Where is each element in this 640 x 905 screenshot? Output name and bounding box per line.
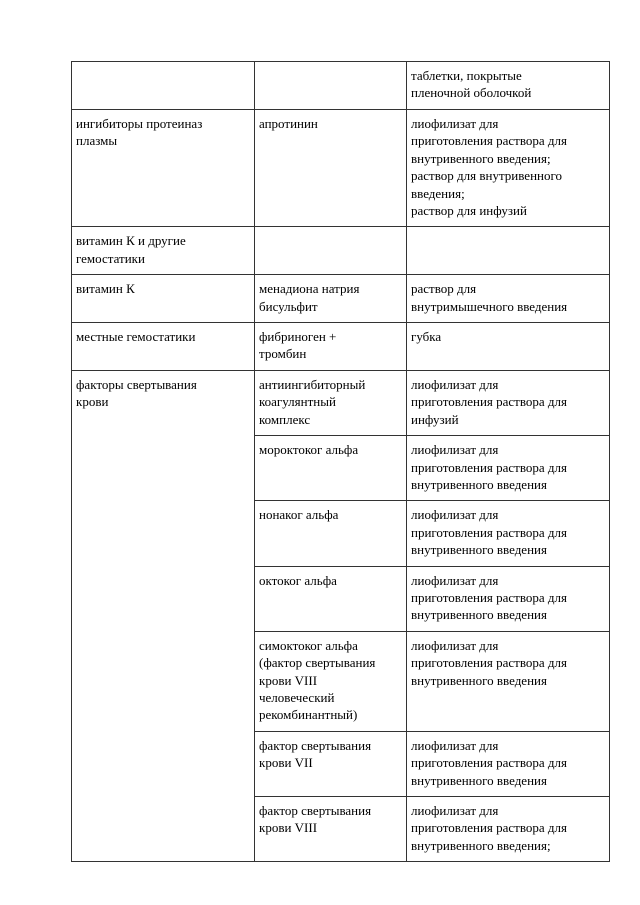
drug-name-cell: симоктоког альфа (фактор свертывания крови VIII человеческий рекомбинантный): [255, 631, 407, 731]
drug-name-cell: октоког альфа: [255, 566, 407, 631]
group-cell: местные гемостатики: [72, 323, 255, 371]
drug-name-cell: фактор свертывания крови VIII: [255, 797, 407, 862]
drug-name-cell: антиингибиторный коагулянтный комплекс: [255, 370, 407, 435]
dosage-form-cell: [407, 227, 610, 275]
table-row: [72, 370, 610, 435]
group-cell: ингибиторы протеиназ плазмы: [72, 110, 255, 227]
group-cell: факторы свертывания крови: [72, 370, 255, 861]
group-cell: [72, 62, 255, 110]
table-row: [72, 323, 610, 371]
drug-name-cell: менадиона натрия бисульфит: [255, 275, 407, 323]
dosage-form-cell: лиофилизат для приготовления раствора для внутривенного введения;: [407, 797, 610, 862]
table-row: [72, 227, 610, 275]
dosage-form-cell: лиофилизат для приготовления раствора для внутривенного введения: [407, 566, 610, 631]
dosage-form-cell: лиофилизат для приготовления раствора для внутривенного введения: [407, 501, 610, 566]
group-cell: витамин К: [72, 275, 255, 323]
dosage-form-cell: таблетки, покрытые пленочной оболочкой: [407, 62, 610, 110]
dosage-form-cell: лиофилизат для приготовления раствора для инфузий: [407, 370, 610, 435]
group-cell: витамин К и другие гемостатики: [72, 227, 255, 275]
drug-name-cell: апротинин: [255, 110, 407, 227]
dosage-form-cell: раствор для внутримышечного введения: [407, 275, 610, 323]
drug-table: [71, 61, 610, 862]
dosage-form-cell: лиофилизат для приготовления раствора для внутривенного введения; раствор для внутривенного введения; раствор для инфузий: [407, 110, 610, 227]
dosage-form-cell: губка: [407, 323, 610, 371]
table-row: [72, 275, 610, 323]
drug-name-cell: [255, 62, 407, 110]
dosage-form-cell: лиофилизат для приготовления раствора для внутривенного введения: [407, 436, 610, 501]
drug-name-cell: [255, 227, 407, 275]
dosage-form-cell: лиофилизат для приготовления раствора для внутривенного введения: [407, 631, 610, 731]
table-row: [72, 62, 610, 110]
dosage-form-cell: лиофилизат для приготовления раствора для внутривенного введения: [407, 731, 610, 796]
drug-name-cell: фактор свертывания крови VII: [255, 731, 407, 796]
drug-name-cell: нонаког альфа: [255, 501, 407, 566]
drug-name-cell: мороктоког альфа: [255, 436, 407, 501]
drug-name-cell: фибриноген + тромбин: [255, 323, 407, 371]
table-row: [72, 110, 610, 227]
